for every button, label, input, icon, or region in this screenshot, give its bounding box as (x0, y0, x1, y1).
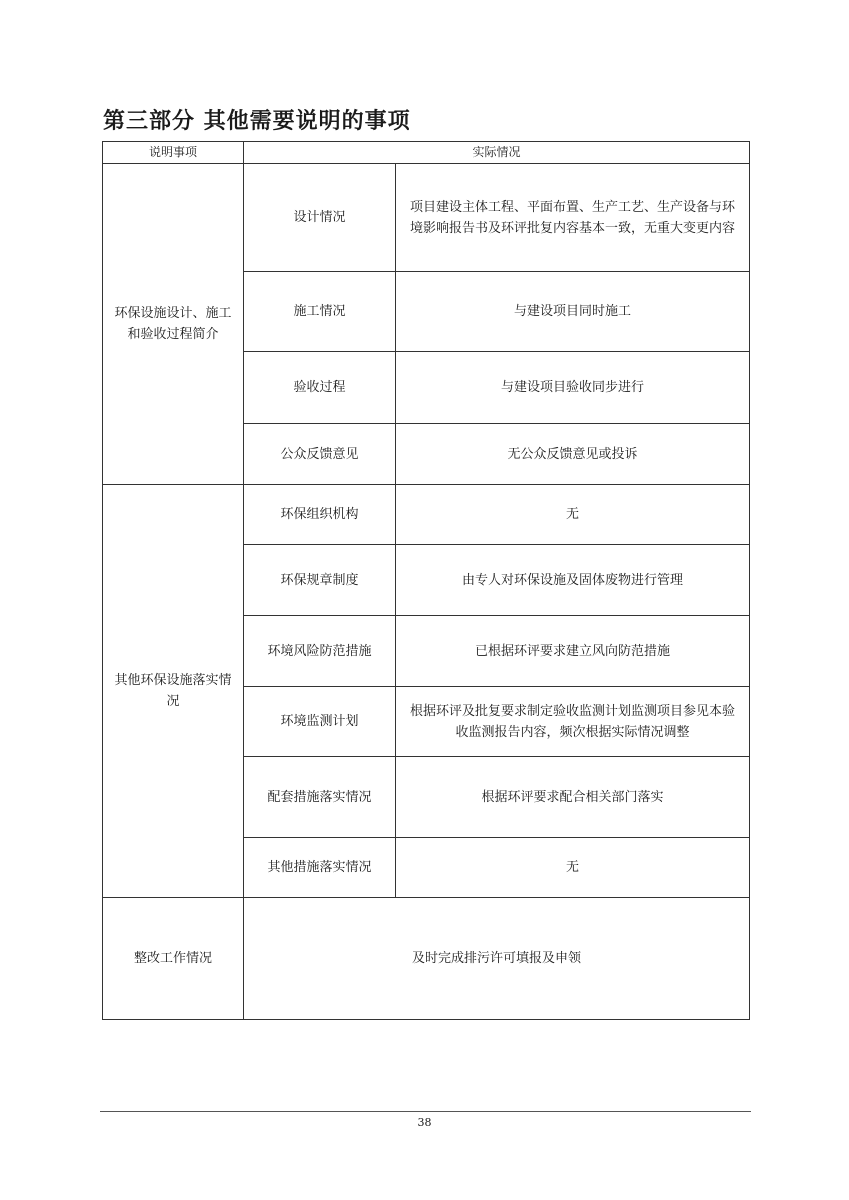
value-cell: 与建设项目验收同步进行 (396, 352, 750, 424)
footer-divider (100, 1111, 751, 1112)
header-item: 说明事项 (103, 142, 244, 164)
rectification-value: 及时完成排污许可填报及申领 (244, 898, 750, 1020)
item-cell: 环境监测计划 (244, 687, 396, 757)
item-cell: 施工情况 (244, 272, 396, 352)
info-table (102, 141, 750, 1020)
value-cell: 已根据环评要求建立风向防范措施 (396, 616, 750, 687)
category-cell: 其他环保设施落实情况 (103, 485, 244, 898)
rectification-label: 整改工作情况 (103, 898, 244, 1020)
section-title: 第三部分 其他需要说明的事项 (103, 108, 411, 134)
table-row (103, 898, 750, 1020)
value-cell: 无公众反馈意见或投诉 (396, 424, 750, 485)
item-cell: 环保组织机构 (244, 485, 396, 545)
item-cell: 配套措施落实情况 (244, 757, 396, 838)
table-header-row (103, 142, 750, 164)
item-cell: 设计情况 (244, 164, 396, 272)
value-cell: 根据环评及批复要求制定验收监测计划监测项目参见本验收监测报告内容，频次根据实际情况调整 (396, 687, 750, 757)
item-cell: 其他措施落实情况 (244, 838, 396, 898)
value-cell: 无 (396, 838, 750, 898)
category-cell: 环保设施设计、施工和验收过程简介 (103, 164, 244, 485)
page-number: 38 (417, 1116, 432, 1129)
item-cell: 环境风险防范措施 (244, 616, 396, 687)
value-cell: 由专人对环保设施及固体废物进行管理 (396, 545, 750, 616)
header-status: 实际情况 (244, 142, 750, 164)
table-row (103, 164, 750, 272)
item-cell: 验收过程 (244, 352, 396, 424)
value-cell: 与建设项目同时施工 (396, 272, 750, 352)
table-row (103, 485, 750, 545)
item-cell: 公众反馈意见 (244, 424, 396, 485)
value-cell: 项目建设主体工程、平面布置、生产工艺、生产设备与环境影响报告书及环评批复内容基本一致，无重大变更内容 (396, 164, 750, 272)
value-cell: 根据环评要求配合相关部门落实 (396, 757, 750, 838)
item-cell: 环保规章制度 (244, 545, 396, 616)
value-cell: 无 (396, 485, 750, 545)
